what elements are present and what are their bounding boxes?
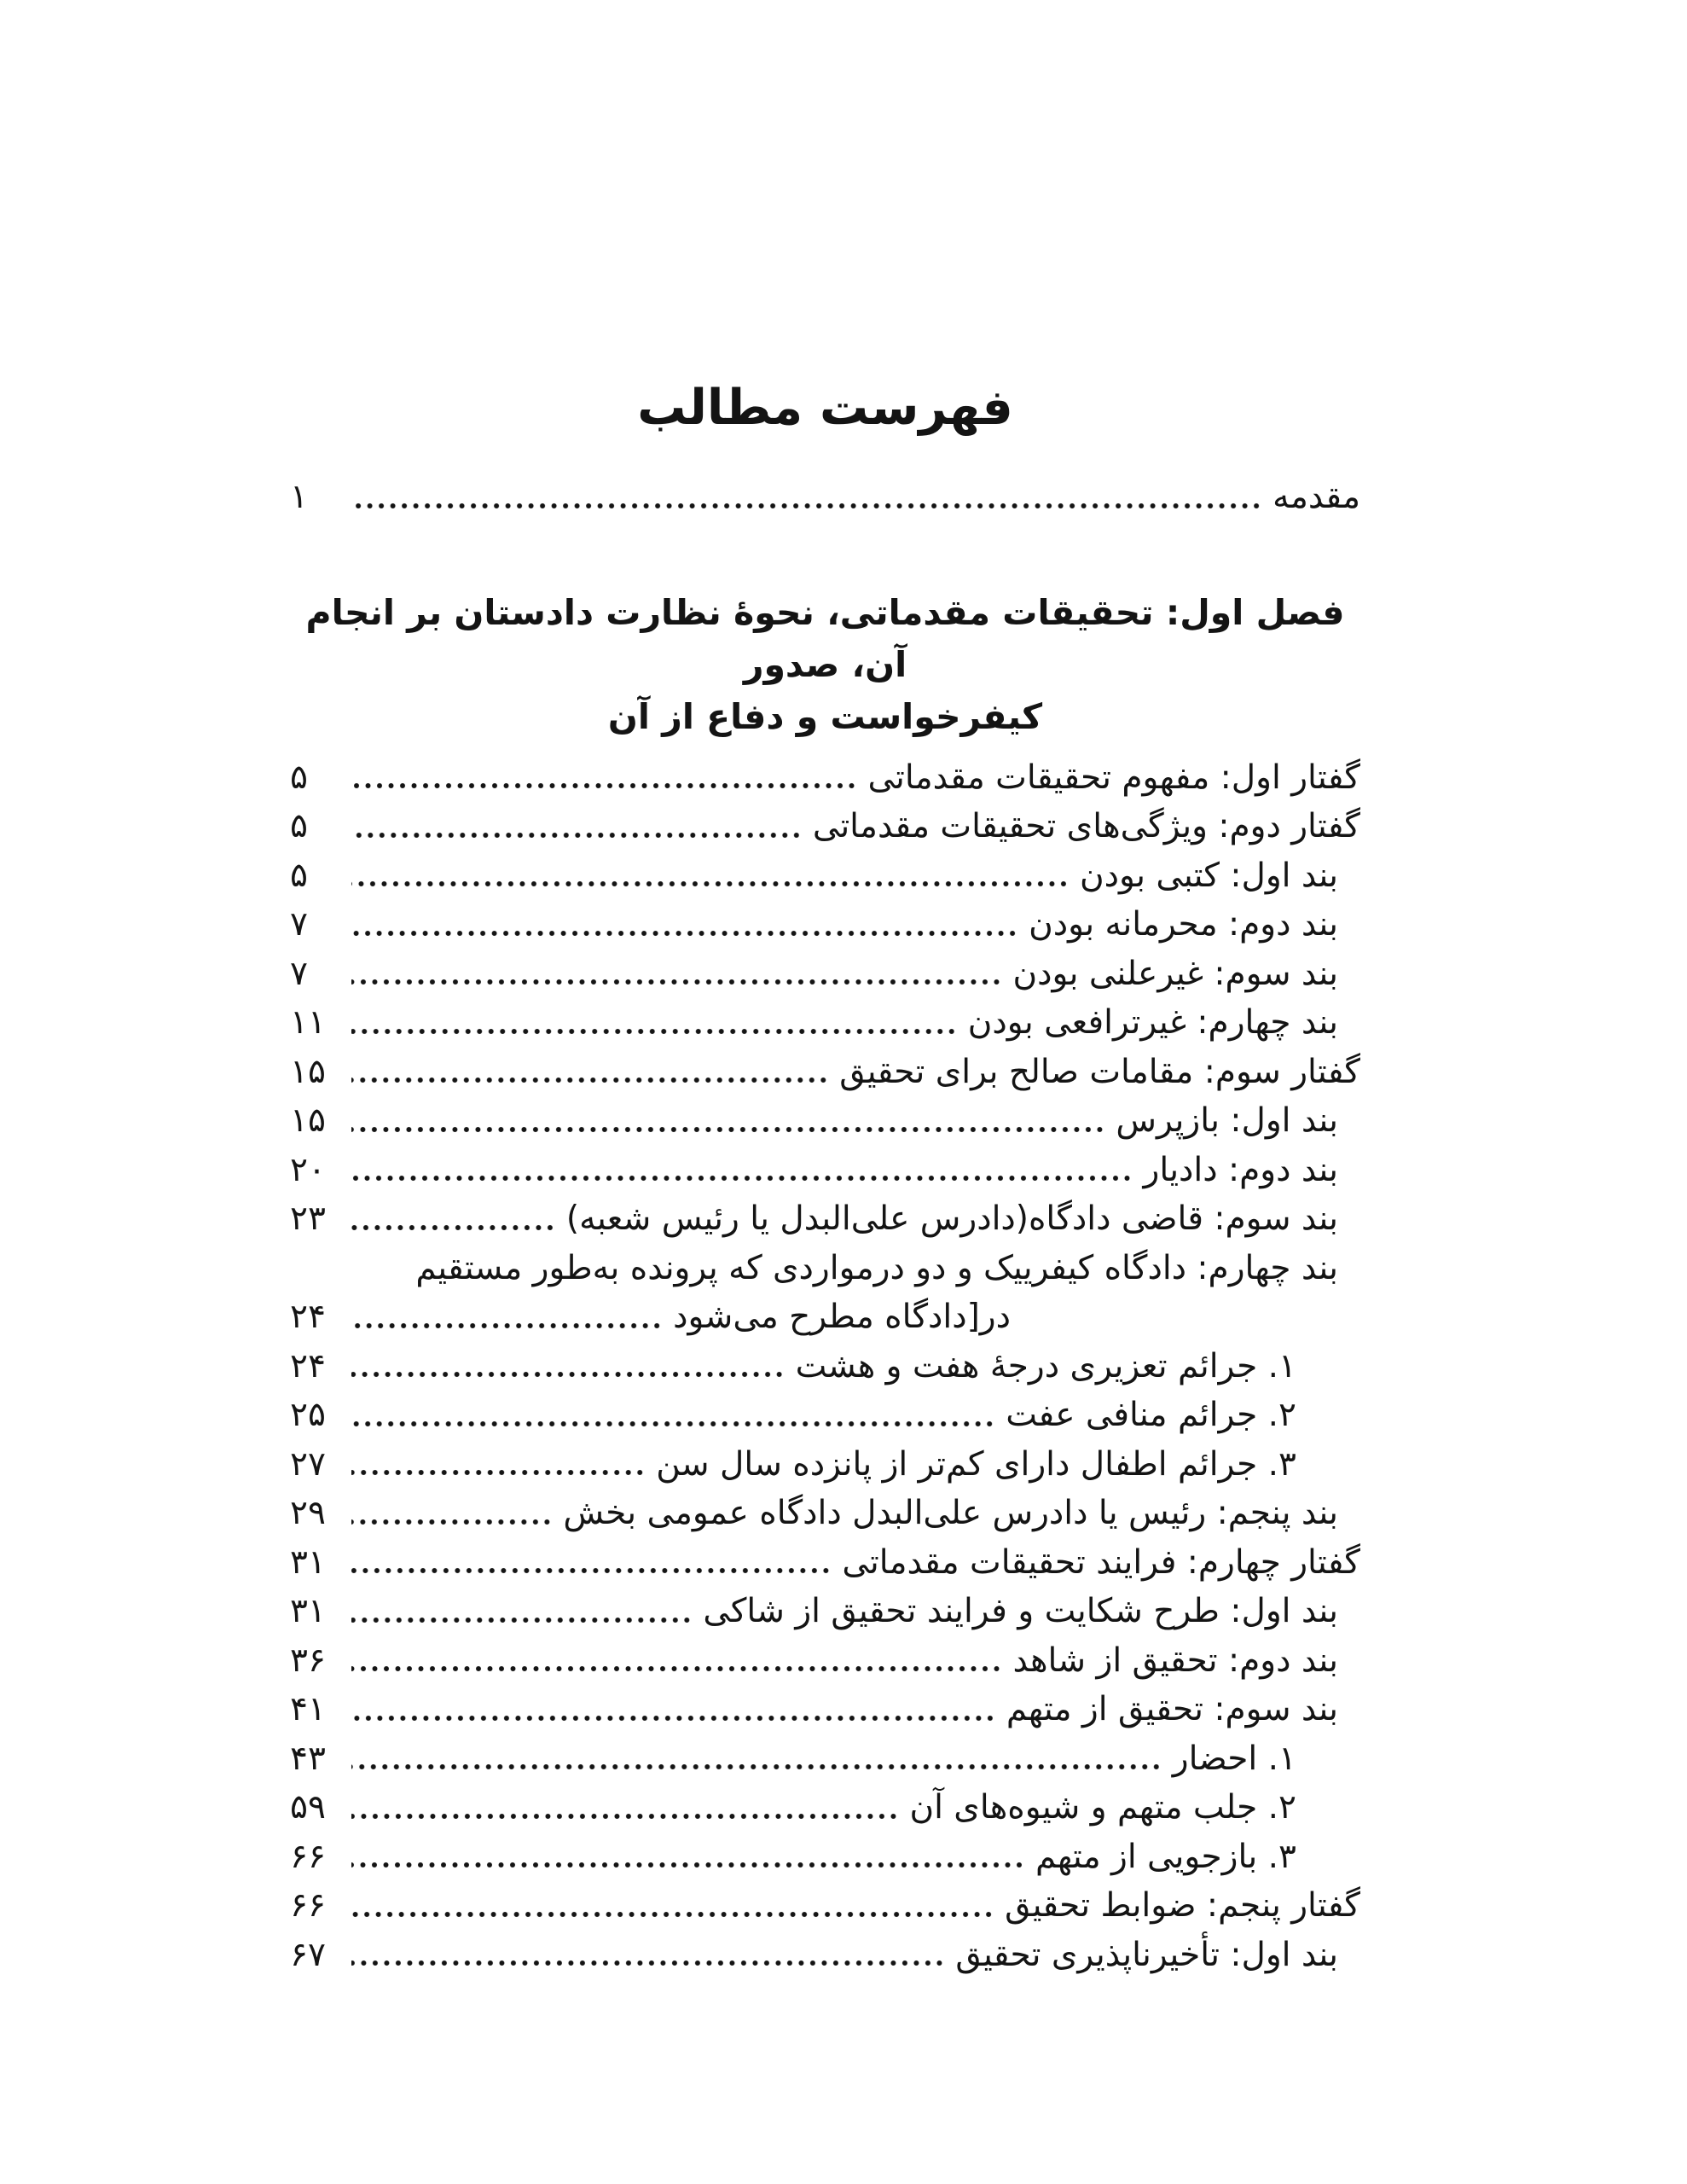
page-title: فهرست مطالب	[637, 380, 1013, 436]
toc-entry-page-number: ۴۱	[290, 1690, 326, 1728]
toc-entry-label: گفتار سوم: مقامات صالح برای تحقیق	[839, 1052, 1360, 1091]
toc-entry	[290, 1636, 1360, 1686]
toc-entry	[290, 1342, 1360, 1391]
toc-entry-page-number: ۳۱	[290, 1542, 326, 1582]
dot-leader	[351, 782, 860, 789]
dot-leader	[351, 1224, 558, 1231]
toc-entry-page-number: ۳۶	[290, 1641, 326, 1680]
dot-leader	[351, 1813, 901, 1820]
toc-entry	[290, 851, 1360, 901]
toc-entry-page-number: ۴۳	[290, 1739, 326, 1778]
dot-leader	[351, 1763, 1164, 1770]
toc-entry	[290, 1292, 1360, 1342]
toc-entry	[290, 1146, 1360, 1195]
toc-entry-page-number: ۷	[290, 905, 308, 944]
toc-entry-label: بند پنجم: رئیس یا دادرس علی‌البدل دادگاه عمومی بخش	[563, 1494, 1338, 1532]
chapter-heading	[290, 587, 1360, 743]
toc-list	[290, 473, 1360, 1979]
toc-entry-label: بند چهارم: دادگاه کیفرییک و دو درمواردی که پرونده به‌طور مستقیم	[415, 1248, 1338, 1287]
toc-entry-label: بند اول: بازپرس	[1116, 1101, 1338, 1140]
dot-leader	[351, 502, 1264, 509]
toc-entry	[290, 473, 1360, 522]
toc-entry	[290, 753, 1360, 803]
dot-leader	[351, 1322, 664, 1329]
toc-entry-page-number: ۲۴	[290, 1346, 326, 1385]
toc-entry-page-number: ۱۱	[290, 1003, 326, 1042]
toc-entry-page-number: ۲۳	[290, 1199, 326, 1238]
toc-entry-label: در[دادگاه مطرح می‌شود	[673, 1298, 1011, 1336]
dot-leader	[351, 1665, 1005, 1672]
toc-entry-label: بند اول: تأخیرناپذیری تحقیق	[955, 1935, 1338, 1974]
toc-entry-page-number: ۵	[290, 758, 308, 797]
toc-entry	[290, 1440, 1360, 1490]
toc-entry-label: ۱. جرائم تعزیری درجهٔ هفت و هشت	[795, 1346, 1296, 1385]
toc-entry	[290, 1881, 1360, 1931]
toc-entry-page-number: ۲۹	[290, 1494, 326, 1532]
dot-leader	[351, 1175, 1134, 1182]
toc-entry-label: بند اول: کتبی بودن	[1079, 856, 1338, 895]
toc-entry	[290, 1783, 1360, 1833]
toc-entry-page-number: ۲۰	[290, 1150, 326, 1189]
toc-entry-label: ۳. جرائم اطفال دارای کم‌تر از پانزده سال سن	[656, 1444, 1296, 1484]
toc-entry-label: ۲. جرائم منافی عفت	[1006, 1396, 1296, 1434]
toc-entry	[290, 1096, 1360, 1146]
toc-entry-wrapped-first-line	[290, 1244, 1360, 1293]
toc-entry-page-number: ۳۱	[290, 1592, 326, 1630]
toc-entry	[290, 1833, 1360, 1882]
dot-leader	[351, 1519, 554, 1525]
dot-leader	[351, 832, 804, 839]
toc-entry	[290, 1931, 1360, 1980]
dot-leader	[351, 1077, 831, 1083]
toc-entry-page-number: ۱۵	[290, 1052, 326, 1091]
toc-entry-label: گفتار پنجم: ضوابط تحقیق	[1005, 1886, 1360, 1925]
toc-entry	[290, 1587, 1360, 1636]
toc-entry	[290, 900, 1360, 950]
dot-leader	[351, 1617, 694, 1623]
dot-leader	[351, 1028, 959, 1035]
toc-entry	[290, 1538, 1360, 1588]
dot-leader	[351, 1469, 647, 1476]
toc-entry-page-number: ۲۴	[290, 1298, 326, 1336]
toc-entry-page-number: ۵	[290, 807, 308, 845]
toc-entry	[290, 1685, 1360, 1734]
toc-entry-label: ۱. احضار	[1172, 1739, 1296, 1778]
toc-entry	[290, 1489, 1360, 1538]
toc-entry	[290, 1391, 1360, 1440]
toc-entry-label: بند چهارم: غیرترافعی بودن	[967, 1003, 1338, 1042]
toc-entry-page-number: ۶۶	[290, 1837, 326, 1876]
toc-entry-page-number: ۱۵	[290, 1101, 326, 1140]
dot-leader	[351, 1126, 1107, 1133]
toc-entry-label: بند اول: طرح شکایت و فرایند تحقیق از شاکی	[703, 1592, 1338, 1630]
toc-entry-label: بند سوم: غیرعلنی بودن	[1012, 954, 1338, 993]
toc-entry-page-number: ۲۷	[290, 1444, 326, 1484]
toc-entry-label: بند دوم: محرمانه بودن	[1029, 905, 1338, 944]
dot-leader	[351, 1862, 1027, 1868]
dot-leader	[351, 1420, 997, 1427]
toc-entry-label: بند دوم: تحقیق از شاهد	[1012, 1641, 1338, 1680]
toc-entry-page-number: ۶۶	[290, 1886, 326, 1925]
toc-entry-label: ۳. بازجویی از متهم	[1035, 1837, 1296, 1876]
dot-leader	[351, 880, 1071, 887]
toc-entry-page-number: ۶۷	[290, 1935, 326, 1974]
toc-entry-label: ۲. جلب متهم و شیوه‌های آن	[909, 1788, 1296, 1827]
dot-leader	[351, 1567, 833, 1574]
dot-leader	[351, 1371, 787, 1378]
toc-entry-label: بند سوم: قاضی دادگاه(دادرس علی‌البدل یا رئیس شعبه)	[565, 1199, 1338, 1238]
chapter-heading-line-2: کیفرخواست و دفاع از آن	[607, 695, 1043, 737]
toc-entry	[290, 950, 1360, 999]
toc-entry-page-number: ۲۵	[290, 1396, 326, 1434]
toc-entry-label: گفتار چهارم: فرایند تحقیقات مقدماتی	[842, 1542, 1360, 1582]
toc-entry-page-number: ۷	[290, 954, 308, 993]
toc-entry-label: بند سوم: تحقیق از متهم	[1006, 1690, 1338, 1728]
toc-entry-label: مقدمه	[1272, 478, 1360, 516]
toc-entry	[290, 1048, 1360, 1097]
toc-entry	[290, 1194, 1360, 1244]
dot-leader	[351, 930, 1020, 937]
toc-entry	[290, 802, 1360, 851]
chapter-heading-line-1: فصل اول: تحقیقات مقدماتی، نحوهٔ نظارت دادستان بر انجام آن، صدور	[305, 591, 1345, 685]
toc-entry-page-number: ۵۹	[290, 1788, 326, 1827]
dot-leader	[351, 1911, 996, 1918]
toc-entry-page-number: ۵	[290, 856, 308, 895]
toc-entry-page-number: ۱	[290, 478, 308, 516]
toc-entry-label: گفتار دوم: ویژگی‌های تحقیقات مقدماتی	[812, 807, 1360, 845]
dot-leader	[351, 1715, 998, 1722]
toc-entry-label: بند دوم: دادیار	[1143, 1150, 1338, 1189]
dot-leader	[351, 979, 1004, 985]
dot-leader	[351, 1960, 947, 1966]
toc-entry	[290, 998, 1360, 1048]
toc-entry-label: گفتار اول: مفهوم تحقیقات مقدماتی	[867, 758, 1360, 797]
toc-entry	[290, 1734, 1360, 1784]
